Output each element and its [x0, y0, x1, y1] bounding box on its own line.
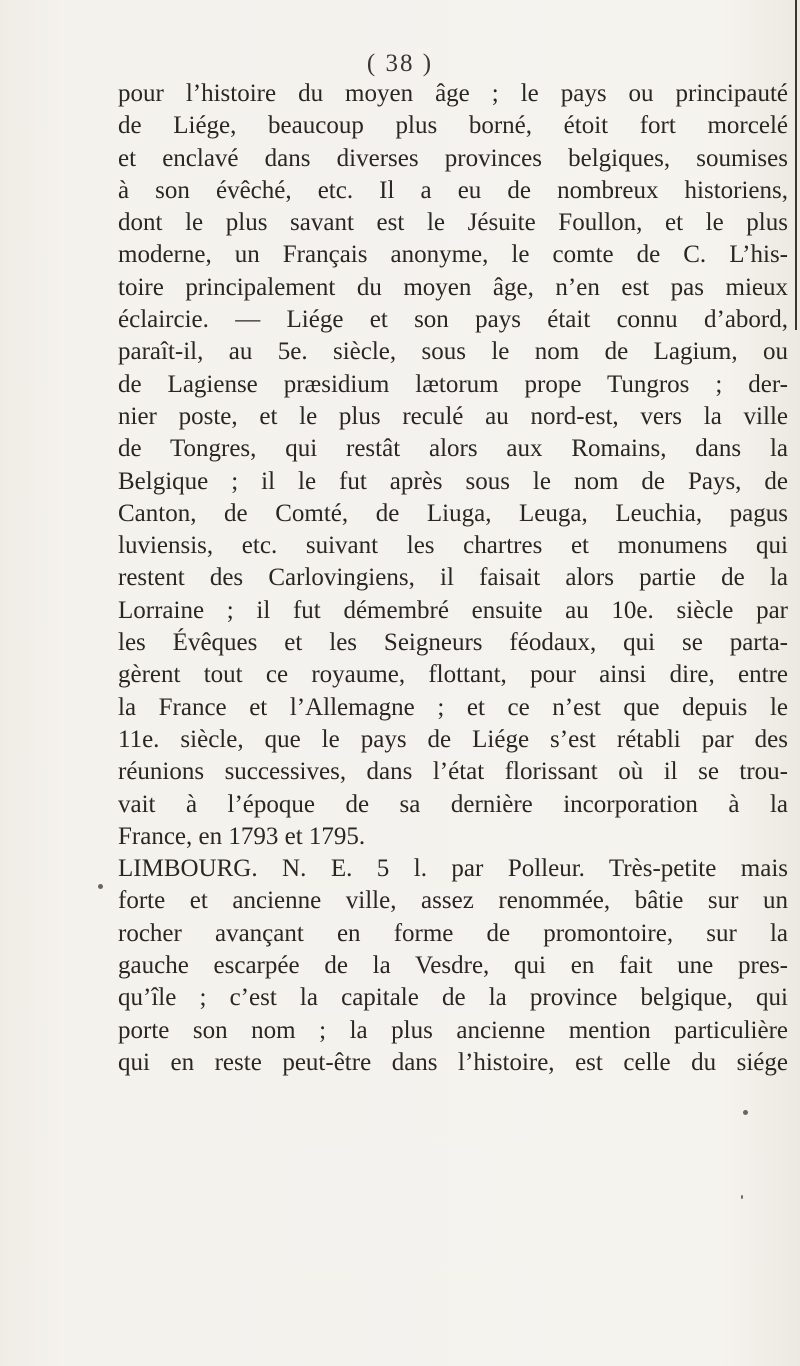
text-line: qu’île ; c’est la capitale de la province belgique, qui [118, 984, 788, 1012]
text-line: nier poste, et le plus reculé au nord-est, vers la ville [118, 402, 788, 430]
text-line: à son évêché, etc. Il a eu de nombreux historiens, [118, 176, 788, 204]
text-line: luviensis, etc. suivant les chartres et monumens qui [118, 532, 788, 560]
text-line: la France et l’Allemagne ; et ce n’est que depuis le [118, 693, 788, 721]
text-line: et enclavé dans diverses provinces belgiques, soumises [118, 144, 788, 172]
text-line: Canton, de Comté, de Liuga, Leuga, Leuchia, pagus [118, 499, 788, 527]
text-line: vait à l’époque de sa dernière incorporation à la [118, 790, 788, 818]
body-text [118, 78, 788, 1079]
text-line: de Liége, beaucoup plus borné, étoit fort morcelé [118, 112, 788, 140]
text-line: Lorraine ; il fut démembré ensuite au 10e. siècle par [118, 596, 788, 624]
text-line: de Tongres, qui restât alors aux Romains, dans la [118, 435, 788, 463]
text-line: 11e. siècle, que le pays de Liége s’est rétabli par des [118, 725, 788, 753]
text-line: gauche escarpée de la Vesdre, qui en fait une pres- [118, 952, 788, 980]
text-line: éclaircie. — Liége et son pays était connu d’abord, [118, 306, 788, 334]
text-line: toire principalement du moyen âge, n’en est pas mieux [118, 273, 788, 301]
text-line: réunions successives, dans l’état florissant où il se trou- [118, 758, 788, 786]
text-line: de Lagiense præsidium lætorum prope Tungros ; der- [118, 370, 788, 398]
text-line: porte son nom ; la plus ancienne mention particulière [118, 1016, 788, 1044]
text-line: pour l’histoire du moyen âge ; le pays ou principauté [118, 80, 788, 107]
text-line: forte et ancienne ville, assez renommée, bâtie sur un [118, 887, 788, 915]
text-line: qui en reste peut-être dans l’histoire, est celle du siége [118, 1048, 788, 1076]
text-line: les Évêques et les Seigneurs féodaux, qui se parta- [118, 629, 788, 657]
ink-speck [98, 884, 103, 889]
text-line: LIMBOURG. N. E. 5 l. par Polleur. Très-petite mais [118, 855, 788, 883]
page-number: ( 38 ) [366, 50, 434, 77]
text-line: restent des Carlovingiens, il faisait alors partie de la [118, 564, 788, 592]
text-line: moderne, un Français anonyme, le comte de C. L’his- [118, 241, 788, 269]
ink-speck [743, 1110, 748, 1115]
text-line: dont le plus savant est le Jésuite Foullon, et le plus [118, 209, 788, 237]
text-line: gèrent tout ce royaume, flottant, pour ainsi dire, entre [118, 661, 788, 689]
text-line: France, en 1793 et 1795. [118, 822, 366, 850]
ink-speck [741, 1195, 743, 1199]
text-line: Belgique ; il le fut après sous le nom de Pays, de [118, 467, 788, 495]
text-line: paraît-il, au 5e. siècle, sous le nom de Lagium, ou [118, 338, 788, 366]
text-line: rocher avançant en forme de promontoire, sur la [118, 919, 788, 947]
